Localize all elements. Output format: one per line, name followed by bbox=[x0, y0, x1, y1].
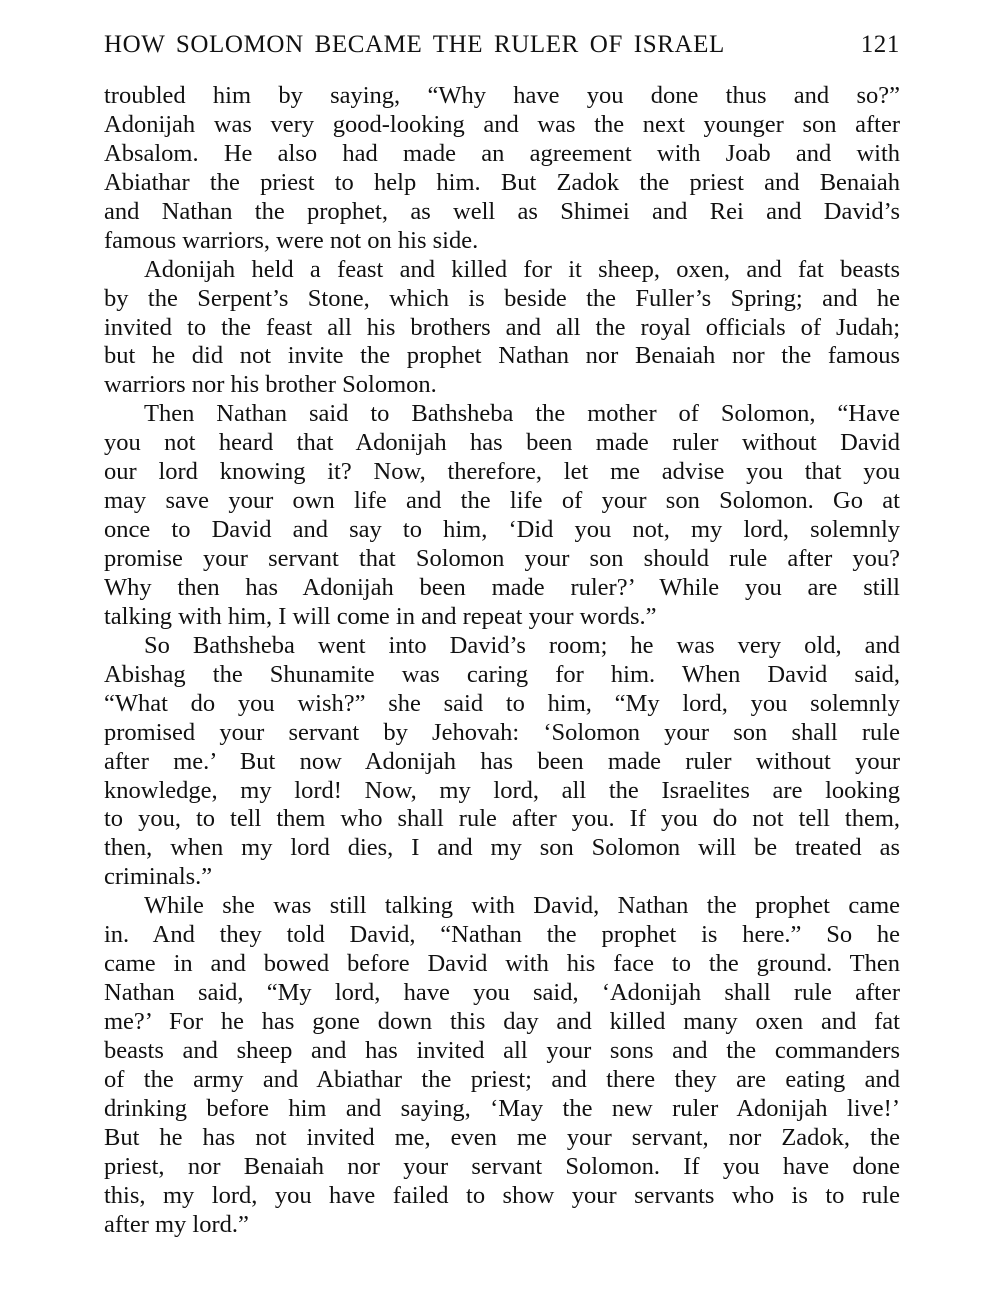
chapter-title: HOW SOLOMON BECAME THE RULER OF ISRAEL bbox=[104, 31, 725, 58]
text-line: me?’ For he has gone down this day and killed many oxen and fat bbox=[104, 1008, 900, 1035]
text-line: but he did not invite the prophet Nathan nor Benaiah nor the famous bbox=[104, 342, 900, 370]
text-line: knowledge, my lord! Now, my lord, all the Israelites are looking bbox=[104, 776, 900, 804]
text-line: Absalom. He also had made an agreement with Joab and with bbox=[104, 139, 900, 167]
text-line: promise your servant that Solomon your son should rule after you? bbox=[104, 545, 900, 572]
text-line: after my lord.” bbox=[104, 1210, 249, 1238]
paragraph bbox=[104, 632, 900, 892]
text-line: beasts and sheep and has invited all your sons and the commanders bbox=[104, 1036, 900, 1064]
text-line: after me.’ But now Adonijah has been made ruler without your bbox=[104, 747, 900, 775]
text-line: But he has not invited me, even me your servant, nor Zadok, the bbox=[104, 1123, 900, 1151]
text-line: you not heard that Adonijah has been made ruler without David bbox=[104, 429, 900, 457]
page-number: 121 bbox=[860, 31, 900, 58]
text-line: may save your own life and the life of your son Solomon. Go at bbox=[104, 487, 900, 515]
text-line: Then Nathan said to Bathsheba the mother of Solomon, “Have bbox=[144, 400, 900, 428]
text-line: warriors nor his brother Solomon. bbox=[104, 371, 437, 399]
text-line: and Nathan the prophet, as well as Shimei and Rei and David’s bbox=[104, 197, 900, 225]
text-line: drinking before him and saying, ‘May the new ruler Adonijah live!’ bbox=[104, 1094, 900, 1122]
text-line: Adonijah was very good-looking and was the next younger son after bbox=[104, 110, 900, 138]
text-line: promised your servant by Jehovah: ‘Solomon your son shall rule bbox=[104, 718, 900, 746]
text-line: Adonijah held a feast and killed for it sheep, oxen, and fat beasts bbox=[144, 255, 900, 283]
text-line: of the army and Abiathar the priest; and there they are eating and bbox=[104, 1065, 900, 1093]
paragraph bbox=[104, 892, 900, 1239]
text-line: came in and bowed before David with his face to the ground. Then bbox=[104, 950, 900, 978]
text-line: While she was still talking with David, Nathan the prophet came bbox=[144, 892, 900, 920]
running-head bbox=[104, 30, 900, 60]
text-line: to you, to tell them who shall rule after you. If you do not tell them, bbox=[104, 805, 900, 833]
text-line: Nathan said, “My lord, have you said, ‘Adonijah shall rule after bbox=[104, 979, 900, 1007]
text-line: Why then has Adonijah been made ruler?’ While you are still bbox=[104, 573, 900, 601]
text-line: troubled him by saying, “Why have you done thus and so?” bbox=[104, 82, 900, 109]
text-line: talking with him, I will come in and repeat your words.” bbox=[104, 602, 657, 630]
paragraph bbox=[104, 82, 900, 256]
book-page bbox=[104, 30, 900, 1240]
text-line: Abiathar the priest to help him. But Zadok the priest and Benaiah bbox=[104, 168, 900, 196]
text-line: “What do you wish?” she said to him, “My lord, you solemnly bbox=[104, 689, 900, 717]
text-line: Abishag the Shunamite was caring for him. When David said, bbox=[104, 660, 900, 688]
text-line: famous warriors, were not on his side. bbox=[104, 226, 479, 254]
text-line: this, my lord, you have failed to show your servants who is to rule bbox=[104, 1181, 900, 1209]
text-line: in. And they told David, “Nathan the prophet is here.” So he bbox=[104, 921, 900, 949]
text-line: invited to the feast all his brothers and all the royal officials of Judah; bbox=[104, 313, 900, 341]
paragraph bbox=[104, 256, 900, 401]
body-text bbox=[104, 82, 900, 1240]
text-line: then, when my lord dies, I and my son Solomon will be treated as bbox=[104, 834, 900, 862]
paragraph bbox=[104, 400, 900, 632]
text-line: priest, nor Benaiah nor your servant Solomon. If you have done bbox=[104, 1152, 900, 1180]
text-line: So Bathsheba went into David’s room; he was very old, and bbox=[144, 631, 900, 659]
text-line: our lord knowing it? Now, therefore, let me advise you that you bbox=[104, 458, 900, 486]
text-line: criminals.” bbox=[104, 863, 213, 891]
text-line: by the Serpent’s Stone, which is beside the Fuller’s Spring; and he bbox=[104, 284, 900, 312]
text-line: once to David and say to him, ‘Did you not, my lord, solemnly bbox=[104, 516, 900, 544]
